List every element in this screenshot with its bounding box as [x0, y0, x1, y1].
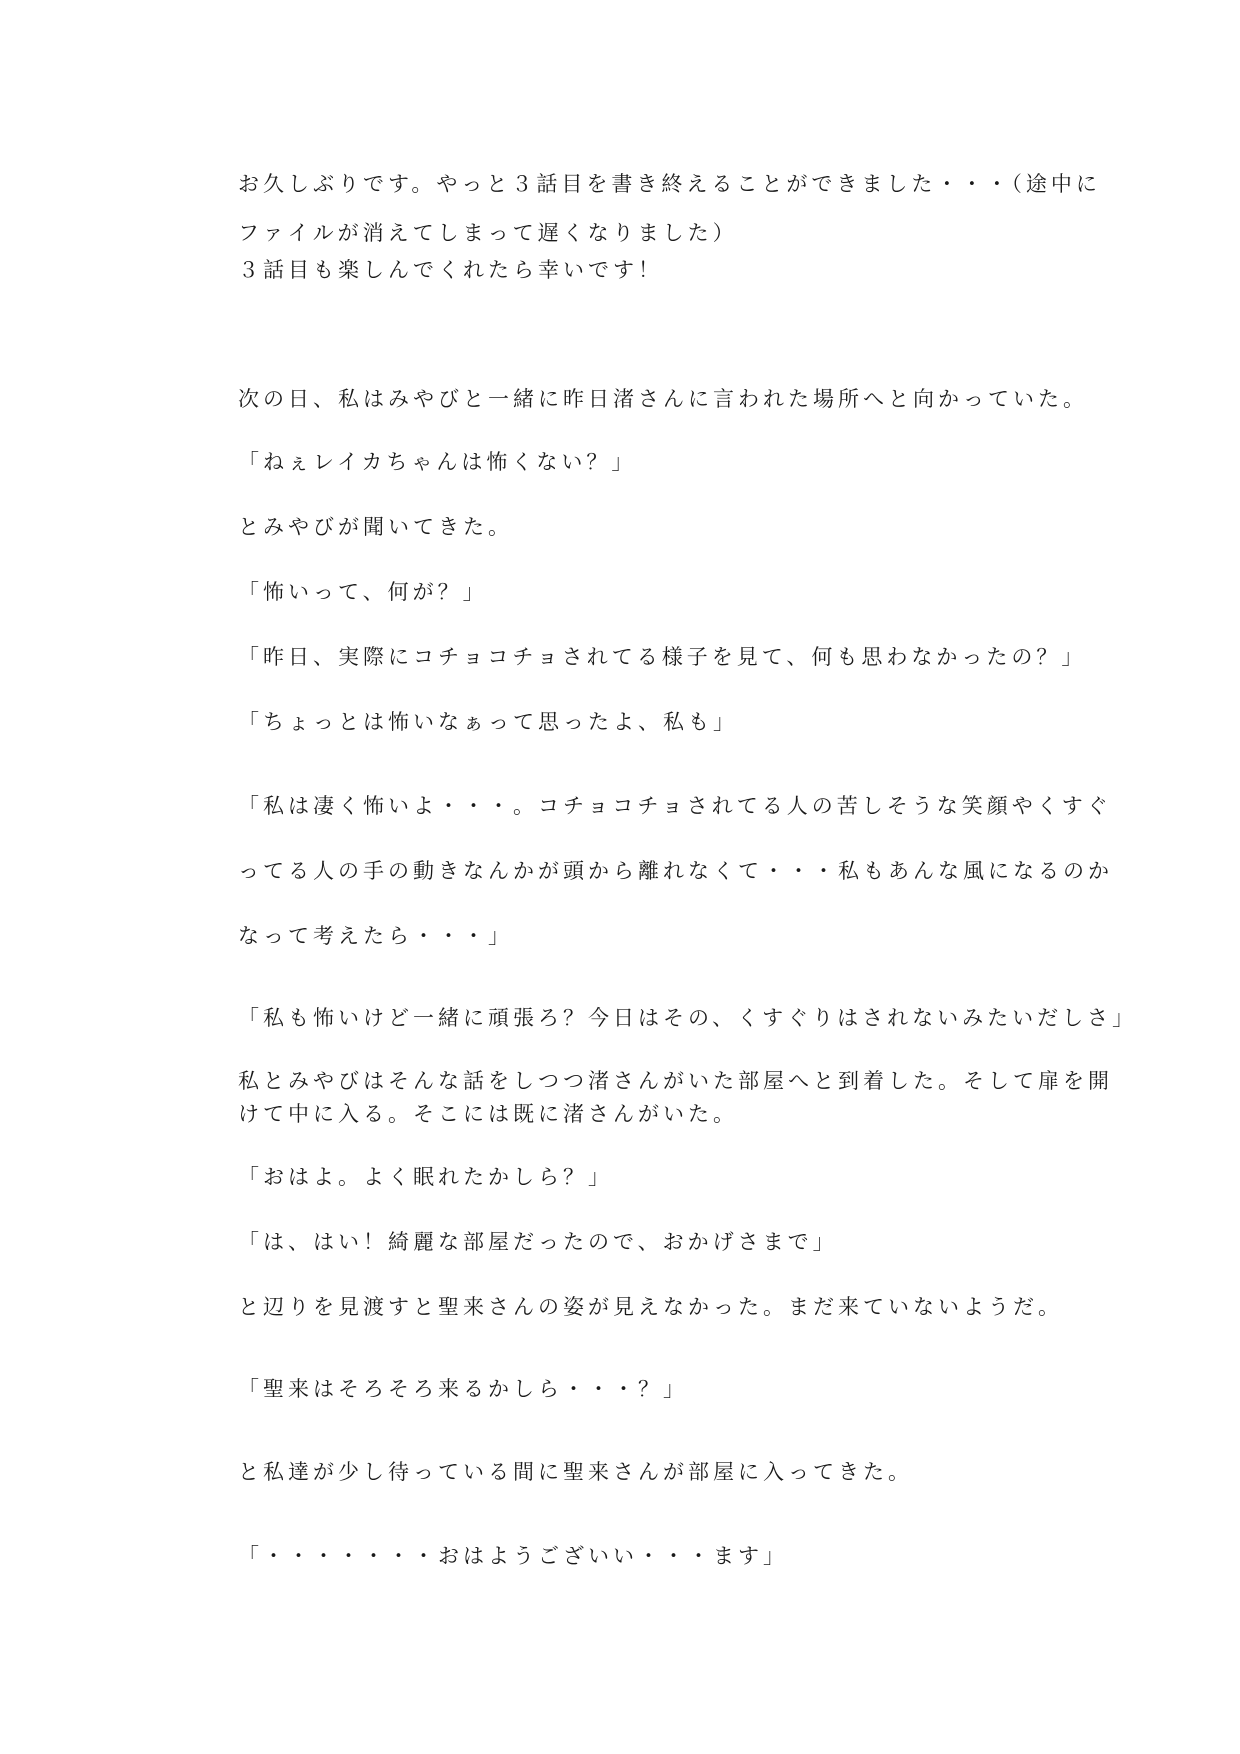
text-line-story-16: 「聖来はそろそろ来るかしら・・・？」	[238, 1377, 688, 1401]
text-line-intro-2: ファイルが消えてしまって遅くなりました）	[238, 221, 738, 245]
text-line-story-14: 「は、はい！綺麗な部屋だったので、おかげさまで」	[238, 1230, 838, 1254]
text-line-story-1: 次の日、私はみやびと一緒に昨日渚さんに言われた場所へと向かっていた。	[238, 387, 1088, 411]
text-line-story-4: 「怖いって、何が？」	[238, 580, 488, 604]
text-line-story-5: 「昨日、実際にコチョコチョされてる様子を見て、何も思わなかったの？」	[238, 645, 1087, 669]
text-line-story-17: と私達が少し待っている間に聖来さんが部屋に入ってきた。	[238, 1460, 913, 1484]
text-line-story-13: 「おはよ。よく眠れたかしら？」	[238, 1165, 613, 1189]
text-line-story-11: 私とみやびはそんな話をしつつ渚さんがいた部屋へと到着した。そして扉を開	[238, 1069, 1113, 1093]
text-line-story-7: 「私は凄く怖いよ・・・。コチョコチョされてる人の苦しそうな笑顔やくすぐ	[238, 794, 1112, 818]
text-line-story-8: ってる人の手の動きなんかが頭から離れなくて・・・私もあんな風になるのか	[238, 859, 1113, 883]
text-line-intro-1: お久しぶりです。やっと３話目を書き終えることができました・・・（途中に	[238, 172, 1101, 196]
text-line-story-6: 「ちょっとは怖いなぁって思ったよ、私も」	[238, 710, 738, 734]
text-line-story-3: とみやびが聞いてきた。	[238, 515, 513, 539]
text-line-story-10: 「私も怖いけど一緒に頑張ろ？今日はその、くすぐりはされないみたいだしさ」	[238, 1006, 1138, 1030]
text-line-story-18: 「・・・・・・・おはようございい・・・ます」	[238, 1544, 788, 1568]
text-line-intro-3: ３話目も楽しんでくれたら幸いです！	[238, 258, 663, 282]
text-line-story-12: けて中に入る。そこには既に渚さんがいた。	[238, 1102, 738, 1126]
text-line-story-2: 「ねぇレイカちゃんは怖くない？」	[238, 450, 637, 474]
text-line-story-15: と辺りを見渡すと聖来さんの姿が見えなかった。まだ来ていないようだ。	[238, 1295, 1063, 1319]
text-line-story-9: なって考えたら・・・」	[238, 924, 513, 948]
